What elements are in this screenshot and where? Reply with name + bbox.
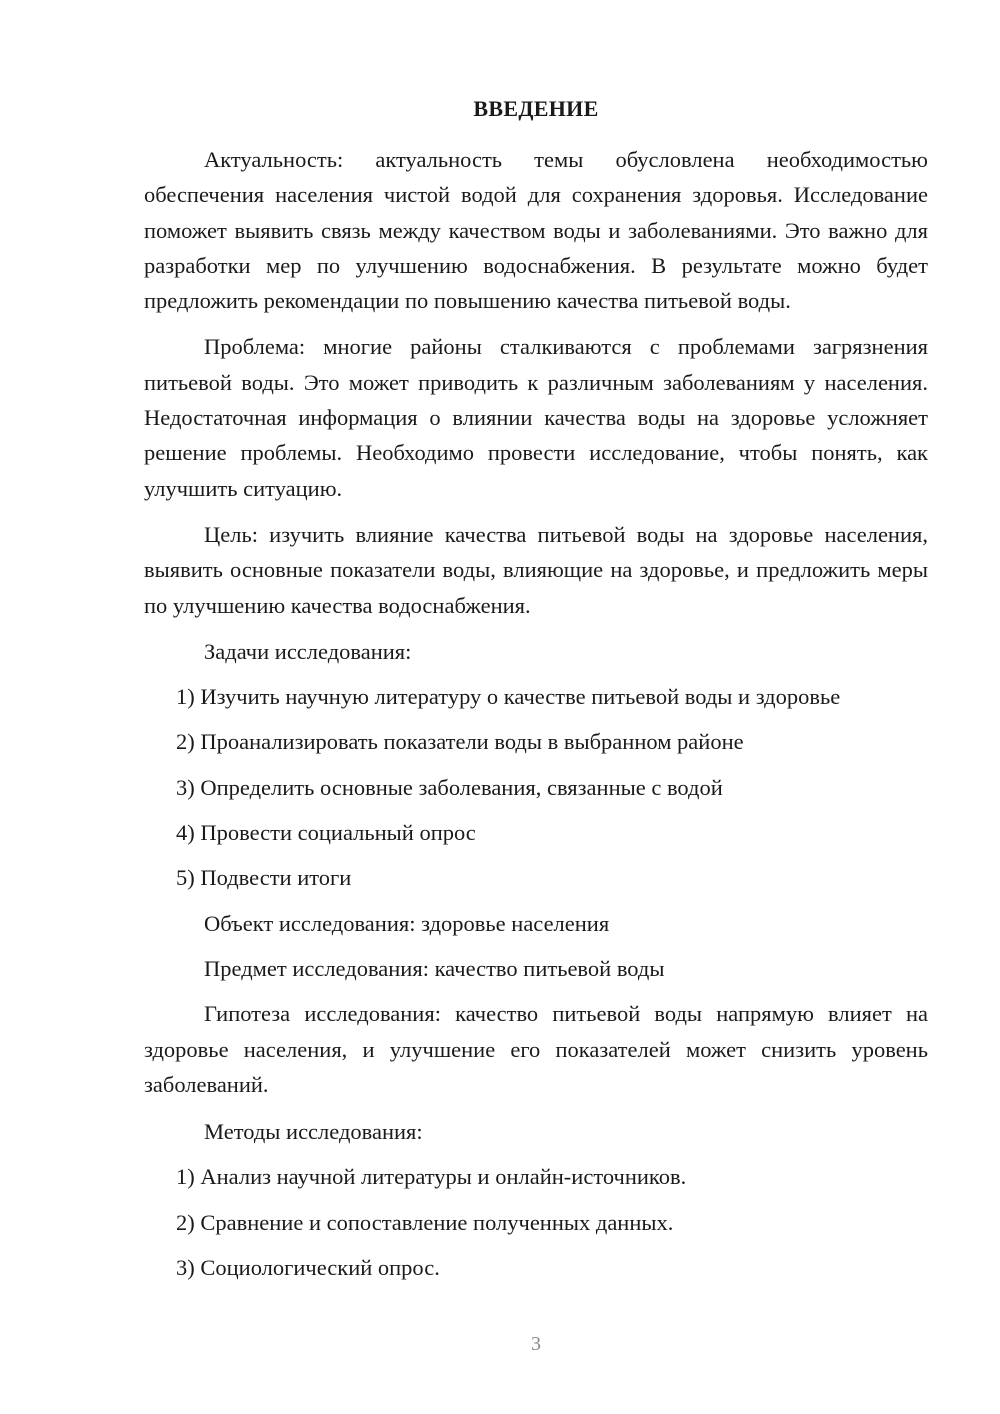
task-item-3: 3) Определить основные заболевания, связанные с водой [176, 774, 723, 800]
section-title-container [0, 96, 1000, 122]
section-title: ВВЕДЕНИЕ [473, 96, 599, 121]
goal-paragraph: Цель: изучить влияние качества питьевой воды на здоровье населения, выявить основные показатели воды, влияющие на здоровье, и предложить меры по улучшению качества водоснабжения. [144, 521, 928, 618]
methods-heading: Методы исследования: [204, 1119, 423, 1145]
relevance-paragraph: Актуальность: актуальность темы обусловлена необходимостью обеспечения населения чистой водой для сохранения здоровья. Исследование поможет выявить связь между качеством воды и заболеваниями. Это важно для разработки мер по улучшению водоснабжения. В результате можно будет предложить рекомендации по повышению качества питьевой воды. [144, 147, 928, 314]
problem-paragraph: Проблема: многие районы сталкиваются с проблемами загрязнения питьевой воды. Это может приводить к различным заболеваниям у населения. Недостаточная информация о влиянии качества воды на здоровье усложняет решение проблемы. Необходимо провести исследование, чтобы понять, как улучшить ситуацию. [144, 334, 928, 501]
document-body [144, 142, 928, 1285]
research-subject: Предмет исследования: качество питьевой воды [204, 955, 665, 981]
method-item-1: 1) Анализ научной литературы и онлайн-источников. [176, 1164, 687, 1190]
task-item-4: 4) Провести социальный опрос [176, 820, 476, 846]
method-item-3: 3) Социологический опрос. [176, 1255, 440, 1281]
research-object: Объект исследования: здоровье населения [204, 910, 610, 936]
task-item-1: 1) Изучить научную литературу о качестве питьевой воды и здоровье [176, 684, 841, 710]
tasks-heading: Задачи исследования: [204, 638, 412, 664]
method-item-2: 2) Сравнение и сопоставление полученных данных. [176, 1209, 674, 1235]
page-number: 3 [531, 1333, 541, 1355]
hypothesis-paragraph: Гипотеза исследования: качество питьевой воды напрямую влияет на здоровье населения, и улучшение его показателей может снизить уровень заболеваний. [144, 1001, 928, 1097]
task-item-2: 2) Проанализировать показатели воды в выбранном районе [176, 729, 744, 755]
task-item-5: 5) Подвести итоги [176, 865, 352, 891]
